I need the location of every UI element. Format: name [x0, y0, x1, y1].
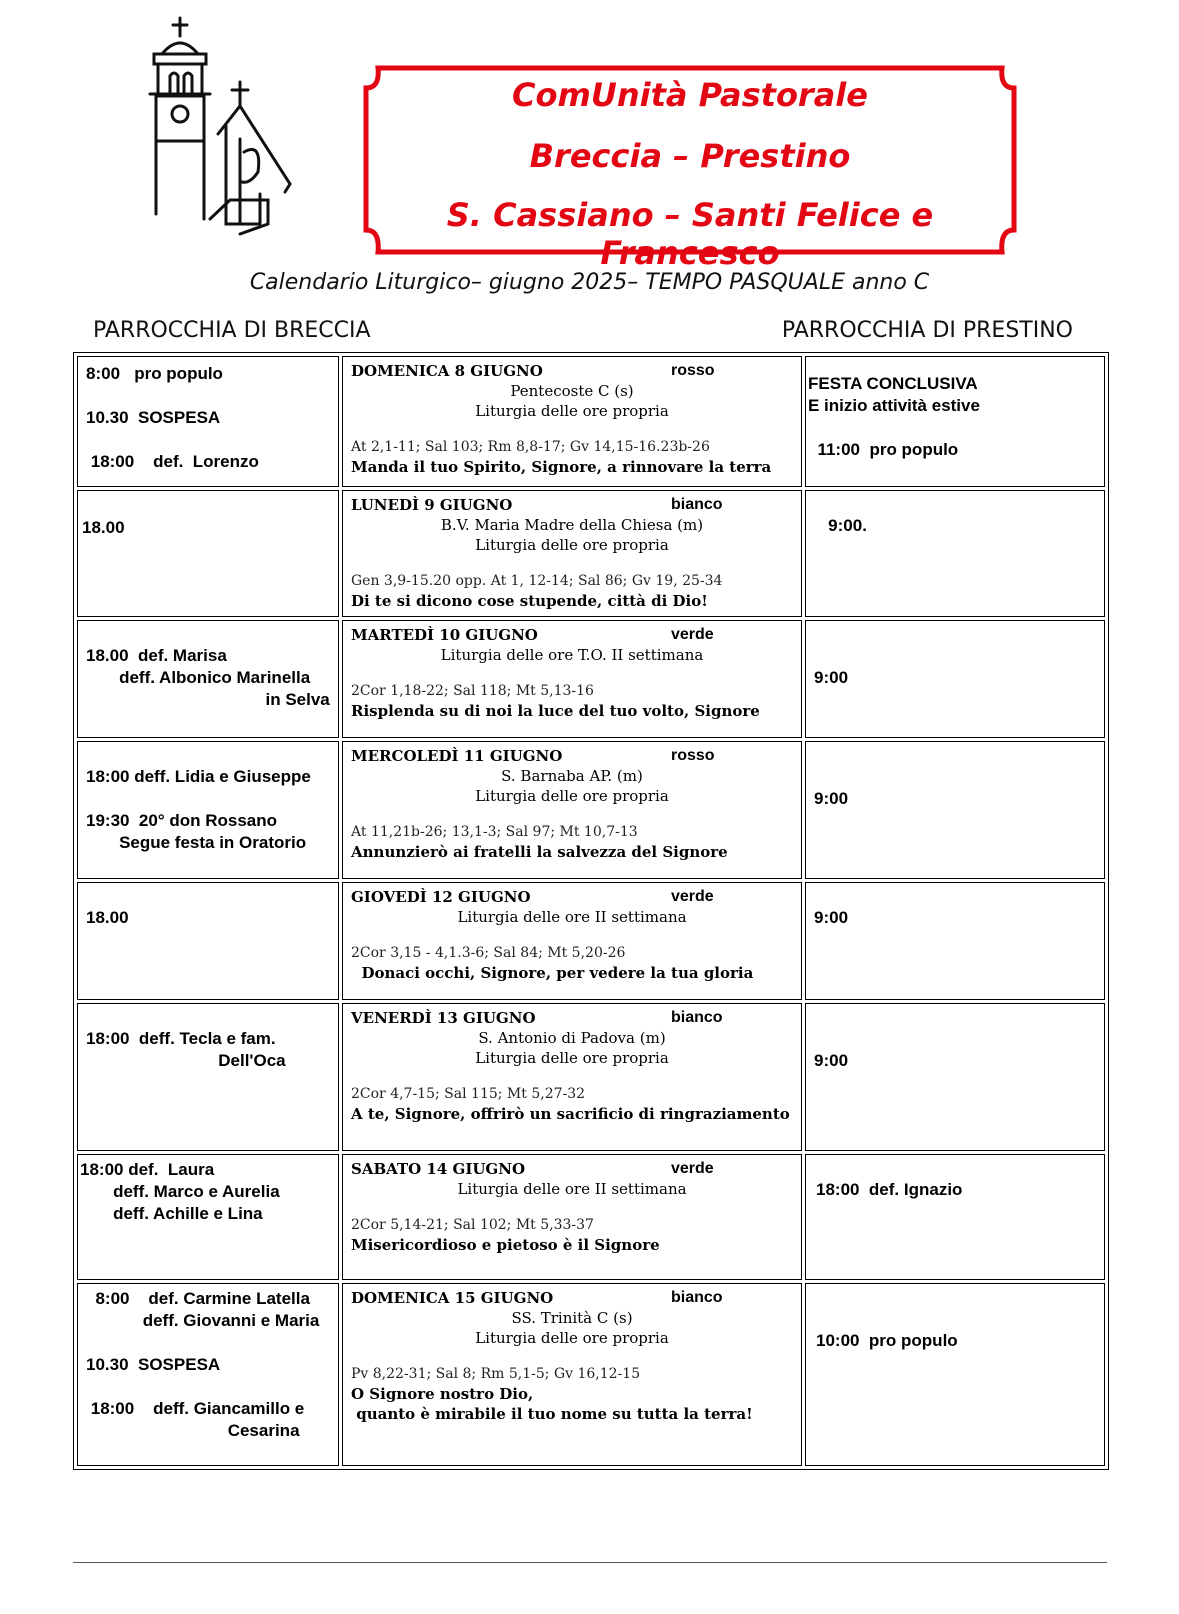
- calendar-row: [77, 620, 1105, 738]
- feast-name: S. Antonio di Padova (m): [478, 1029, 666, 1047]
- liturgy-cell: [342, 620, 802, 738]
- calendar-table: [73, 352, 1109, 1470]
- breccia-masses-cell: 18:00 deff. Lidia e Giuseppe 19:30 20° don Rossano Segue festa in Oratorio: [77, 741, 339, 879]
- feast-name: SS. Trinità C (s): [511, 1309, 633, 1327]
- liturgy-cell: [342, 1003, 802, 1151]
- breccia-masses-cell: 8:00 def. Carmine Latella deff. Giovanni e Maria 10.30 SOSPESA 18:00 deff. Giancamillo e Cesarina: [77, 1283, 339, 1466]
- readings: 2Cor 3,15 - 4,1.3-6; Sal 84; Mt 5,20-26: [351, 945, 626, 961]
- day-name: GIOVEDÌ 12 GIUGNO: [351, 888, 531, 906]
- calendar-row: [77, 1154, 1105, 1280]
- calendar-row: [77, 741, 1105, 879]
- feast-name: S. Barnaba AP. (m): [501, 767, 643, 785]
- office-note: Liturgia delle ore propria: [475, 1049, 669, 1067]
- calendar-row: [77, 882, 1105, 1000]
- prestino-masses-cell: 9:00: [805, 620, 1105, 738]
- readings: At 2,1-11; Sal 103; Rm 8,8-17; Gv 14,15-16.23b-26: [351, 439, 710, 455]
- day-name: LUNEDÌ 9 GIUGNO: [351, 496, 513, 514]
- prestino-masses-cell: 9:00.: [805, 490, 1105, 617]
- readings: 2Cor 4,7-15; Sal 115; Mt 5,27-32: [351, 1086, 586, 1102]
- title-box: [360, 62, 1020, 272]
- psalm-refrain: A te, Signore, offrirò un sacrificio di ringraziamento: [351, 1105, 790, 1123]
- liturgy-cell: [342, 741, 802, 879]
- psalm-refrain: Risplenda su di noi la luce del tuo volto, Signore: [351, 702, 760, 720]
- day-name: MARTEDÌ 10 GIUGNO: [351, 626, 538, 644]
- psalm-refrain: Annunzierò ai fratelli la salvezza del Signore: [351, 843, 728, 861]
- parish-right-heading: PARROCCHIA DI PRESTINO: [781, 318, 1073, 343]
- parish-left-heading: PARROCCHIA DI BRECCIA: [93, 318, 371, 343]
- office-note: Liturgia delle ore propria: [475, 1329, 669, 1347]
- day-name: MERCOLEDÌ 11 GIUGNO: [351, 747, 563, 765]
- liturgical-color: bianco: [671, 1009, 723, 1026]
- breccia-masses-cell: 18:00 def. Laura deff. Marco e Aurelia deff. Achille e Lina: [77, 1154, 339, 1280]
- prestino-masses-cell: 9:00: [805, 1003, 1105, 1151]
- readings: Gen 3,9-15.20 opp. At 1, 12-14; Sal 86; Gv 19, 25-34: [351, 573, 723, 589]
- breccia-masses-cell: 18.00 def. Marisa deff. Albonico Marinella in Selva: [77, 620, 339, 738]
- title-line-2: Breccia – Prestino: [529, 137, 851, 175]
- readings: 2Cor 1,18-22; Sal 118; Mt 5,13-16: [351, 683, 594, 699]
- breccia-masses-cell: 18.00: [77, 490, 339, 617]
- psalm-refrain: Donaci occhi, Signore, per vedere la tua gloria: [351, 964, 754, 982]
- liturgical-color: verde: [671, 888, 714, 905]
- office-note: Liturgia delle ore propria: [475, 402, 669, 420]
- feast-name: B.V. Maria Madre della Chiesa (m): [440, 516, 704, 534]
- breccia-masses-cell: 18.00: [77, 882, 339, 1000]
- liturgy-cell: [342, 882, 802, 1000]
- liturgy-cell: [342, 356, 802, 487]
- readings: Pv 8,22-31; Sal 8; Rm 5,1-5; Gv 16,12-15: [351, 1366, 641, 1382]
- breccia-masses-cell: 8:00 pro populo 10.30 SOSPESA 18:00 def. Lorenzo: [77, 356, 339, 487]
- readings: 2Cor 5,14-21; Sal 102; Mt 5,33-37: [351, 1217, 594, 1233]
- prestino-masses-cell: FESTA CONCLUSIVA E inizio attività estive 11:00 pro populo: [805, 356, 1105, 487]
- psalm-refrain: O Signore nostro Dio, quanto è mirabile il tuo nome su tutta la terra!: [351, 1385, 753, 1423]
- liturgical-color: verde: [671, 626, 714, 643]
- office-note: Liturgia delle ore II settimana: [457, 1180, 687, 1198]
- footer-divider: [73, 1562, 1107, 1563]
- day-name: SABATO 14 GIUGNO: [351, 1160, 526, 1178]
- calendar-row: [77, 356, 1105, 487]
- calendar-row: [77, 490, 1105, 617]
- prestino-masses-cell: 10:00 pro populo: [805, 1283, 1105, 1466]
- day-name: DOMENICA 8 GIUGNO: [351, 362, 543, 380]
- liturgical-color: bianco: [671, 1289, 723, 1306]
- liturgy-cell: [342, 490, 802, 617]
- liturgy-cell: [342, 1154, 802, 1280]
- liturgical-color: rosso: [671, 362, 715, 379]
- liturgical-color: rosso: [671, 747, 715, 764]
- feast-name: Pentecoste C (s): [510, 382, 634, 400]
- calendar-row: [77, 1003, 1105, 1151]
- calendar-subtitle: Calendario Liturgico– giugno 2025– TEMPO PASQUALE anno C: [249, 270, 930, 295]
- day-name: DOMENICA 15 GIUGNO: [351, 1289, 554, 1307]
- parish-logo: [140, 14, 310, 249]
- liturgical-color: verde: [671, 1160, 714, 1177]
- readings: At 11,21b-26; 13,1-3; Sal 97; Mt 10,7-13: [351, 824, 638, 840]
- title-line-1: ComUnità Pastorale: [512, 76, 868, 114]
- prestino-masses-cell: 9:00: [805, 741, 1105, 879]
- office-note: Liturgia delle ore II settimana: [457, 908, 687, 926]
- psalm-refrain: Di te si dicono cose stupende, città di Dio!: [351, 592, 708, 610]
- office-note: Liturgia delle ore propria: [475, 536, 669, 554]
- office-note: Liturgia delle ore propria: [475, 787, 669, 805]
- breccia-masses-cell: 18:00 deff. Tecla e fam. Dell'Oca: [77, 1003, 339, 1151]
- office-note: Liturgia delle ore T.O. II settimana: [440, 646, 704, 664]
- liturgical-color: bianco: [671, 496, 723, 513]
- prestino-masses-cell: 9:00: [805, 882, 1105, 1000]
- calendar-row: [77, 1283, 1105, 1466]
- day-name: VENERDÌ 13 GIUGNO: [351, 1009, 536, 1027]
- psalm-refrain: Manda il tuo Spirito, Signore, a rinnovare la terra: [351, 458, 772, 476]
- prestino-masses-cell: 18:00 def. Ignazio: [805, 1154, 1105, 1280]
- psalm-refrain: Misericordioso e pietoso è il Signore: [351, 1236, 660, 1254]
- title-line-3: S. Cassiano – Santi Felice e Francesco: [446, 196, 934, 272]
- liturgy-cell: [342, 1283, 802, 1466]
